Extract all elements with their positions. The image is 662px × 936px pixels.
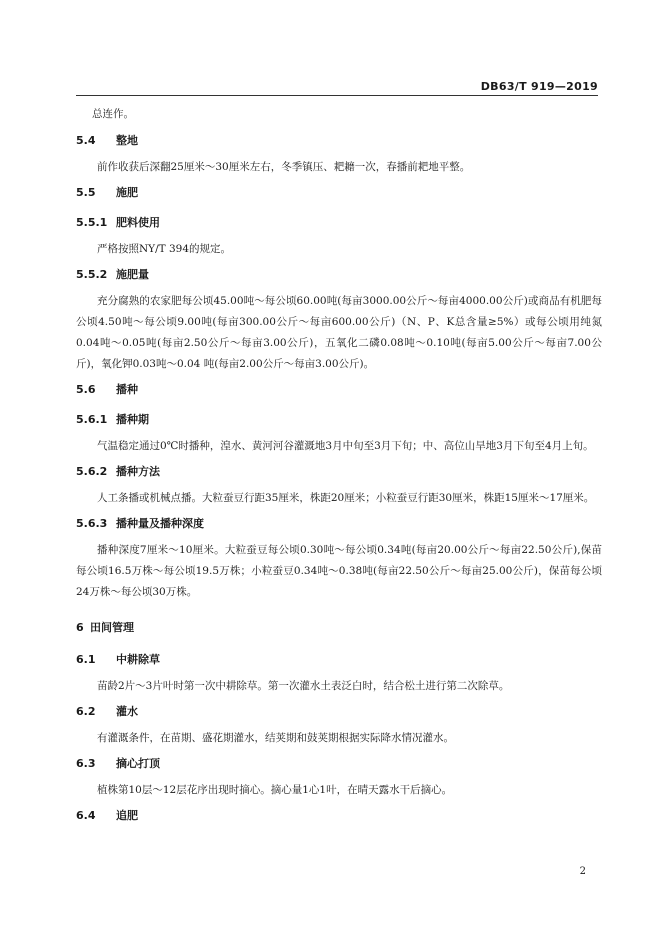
- heading-5-6-1: [76, 411, 602, 428]
- continuation-text: 总连作。: [92, 108, 134, 120]
- section-number: 5.4: [76, 134, 96, 147]
- section-title: 中耕除草: [116, 653, 160, 666]
- section-title: 灌水: [116, 705, 138, 718]
- section-number: 5.6.3: [76, 517, 108, 530]
- section-number: 6.4: [76, 809, 96, 822]
- section-number: 6.1: [76, 653, 96, 666]
- page-number: 2: [579, 866, 586, 877]
- section-number: 6.2: [76, 705, 96, 718]
- heading-6-2: [76, 703, 602, 720]
- section-title: 摘心打顶: [116, 757, 160, 770]
- heading-5-6-2: [76, 463, 602, 480]
- heading-6: [76, 619, 602, 636]
- heading-5-5: [76, 184, 602, 201]
- paragraph-5-4: 前作收获后深翻25厘米～30厘米左右，冬季镇压、耙耱一次，春播前耙地平整。: [97, 161, 471, 173]
- section-title: 播种期: [116, 413, 149, 426]
- section-title: 追肥: [116, 809, 138, 822]
- section-number: 5.6: [76, 383, 96, 396]
- paragraph-5-6-2: 人工条播或机械点播。大粒蚕豆行距35厘米，株距20厘米；小粒蚕豆行距30厘米，株距15厘米～17厘米。: [97, 492, 595, 504]
- section-number: 5.6.1: [76, 413, 108, 426]
- section-number: 5.5: [76, 186, 96, 199]
- standard-code: DB63/T 919—2019: [480, 80, 598, 93]
- paragraph-6-3: 植株第10层～12层花序出现时摘心。摘心量1心1叶，在晴天露水干后摘心。: [97, 784, 453, 796]
- section-number: 5.6.2: [76, 465, 108, 478]
- section-title: 播种方法: [116, 465, 160, 478]
- chapter-title: 田间管理: [90, 621, 134, 634]
- paragraph-5-6-1: 气温稳定通过0℃时播种，湟水、黄河河谷灌溉地3月中旬至3月下旬；中、高位山旱地3月下旬至4月上旬。: [97, 440, 594, 452]
- heading-6-1: [76, 651, 602, 668]
- section-title: 施肥量: [116, 268, 149, 281]
- paragraph-6-1: 苗龄2片～3片叶时第一次中耕除草。第一次灌水土表泛白时，结合松土进行第二次除草。: [97, 680, 510, 692]
- heading-5-5-2: [76, 266, 602, 283]
- heading-6-4: [76, 807, 602, 824]
- heading-6-3: [76, 755, 602, 772]
- paragraph-6-2: 有灌溉条件，在苗期、盛花期灌水，结荚期和鼓荚期根据实际降水情况灌水。: [97, 732, 454, 744]
- section-title: 施肥: [116, 186, 138, 199]
- document-body: [76, 104, 602, 824]
- section-title: 整地: [116, 134, 138, 147]
- section-number: 5.5.1: [76, 216, 108, 229]
- paragraph-5-6-3: 播种深度7厘米～10厘米。大粒蚕豆每公顷0.30吨～每公顷0.34吨(每亩20.00公斤～每亩22.50公斤),保苗每公顷16.5万株～每公顷19.5万株；小粒蚕豆0.34吨～0.38吨(每亩22.50公斤～每亩25.00公斤)，保苗每公顷24万株～每公顷30万株。: [76, 544, 602, 598]
- heading-5-6: [76, 381, 602, 398]
- section-title: 播种: [116, 383, 138, 396]
- section-number: 6.3: [76, 757, 96, 770]
- section-title: 肥料使用: [116, 216, 160, 229]
- heading-5-4: [76, 132, 602, 149]
- paragraph-5-5-2: 充分腐熟的农家肥每公顷45.00吨～每公顷60.00吨(每亩3000.00公斤～每亩4000.00公斤)或商品有机肥每公顷4.50吨～每公顷9.00吨(每亩300.00公斤～每亩600.00公斤)（N、P、K总含量≥5%）或每公顷用纯氮0.04吨～0.05吨(每亩2.50公斤～每亩3.00公斤)，五氧化二磷0.08吨～0.10吨(每亩5.00公斤～每亩7.00公斤)，氧化钾0.03吨～0.04 吨(每亩2.00公斤～每亩3.00公斤)。: [76, 295, 602, 370]
- heading-5-5-1: [76, 214, 602, 231]
- heading-5-6-3: [76, 515, 602, 532]
- paragraph-5-5-1: 严格按照NY/T 394的规定。: [97, 243, 232, 255]
- chapter-number: 6: [76, 621, 84, 634]
- header-rule: [76, 95, 598, 96]
- section-title: 播种量及播种深度: [116, 517, 204, 530]
- section-number: 5.5.2: [76, 268, 108, 281]
